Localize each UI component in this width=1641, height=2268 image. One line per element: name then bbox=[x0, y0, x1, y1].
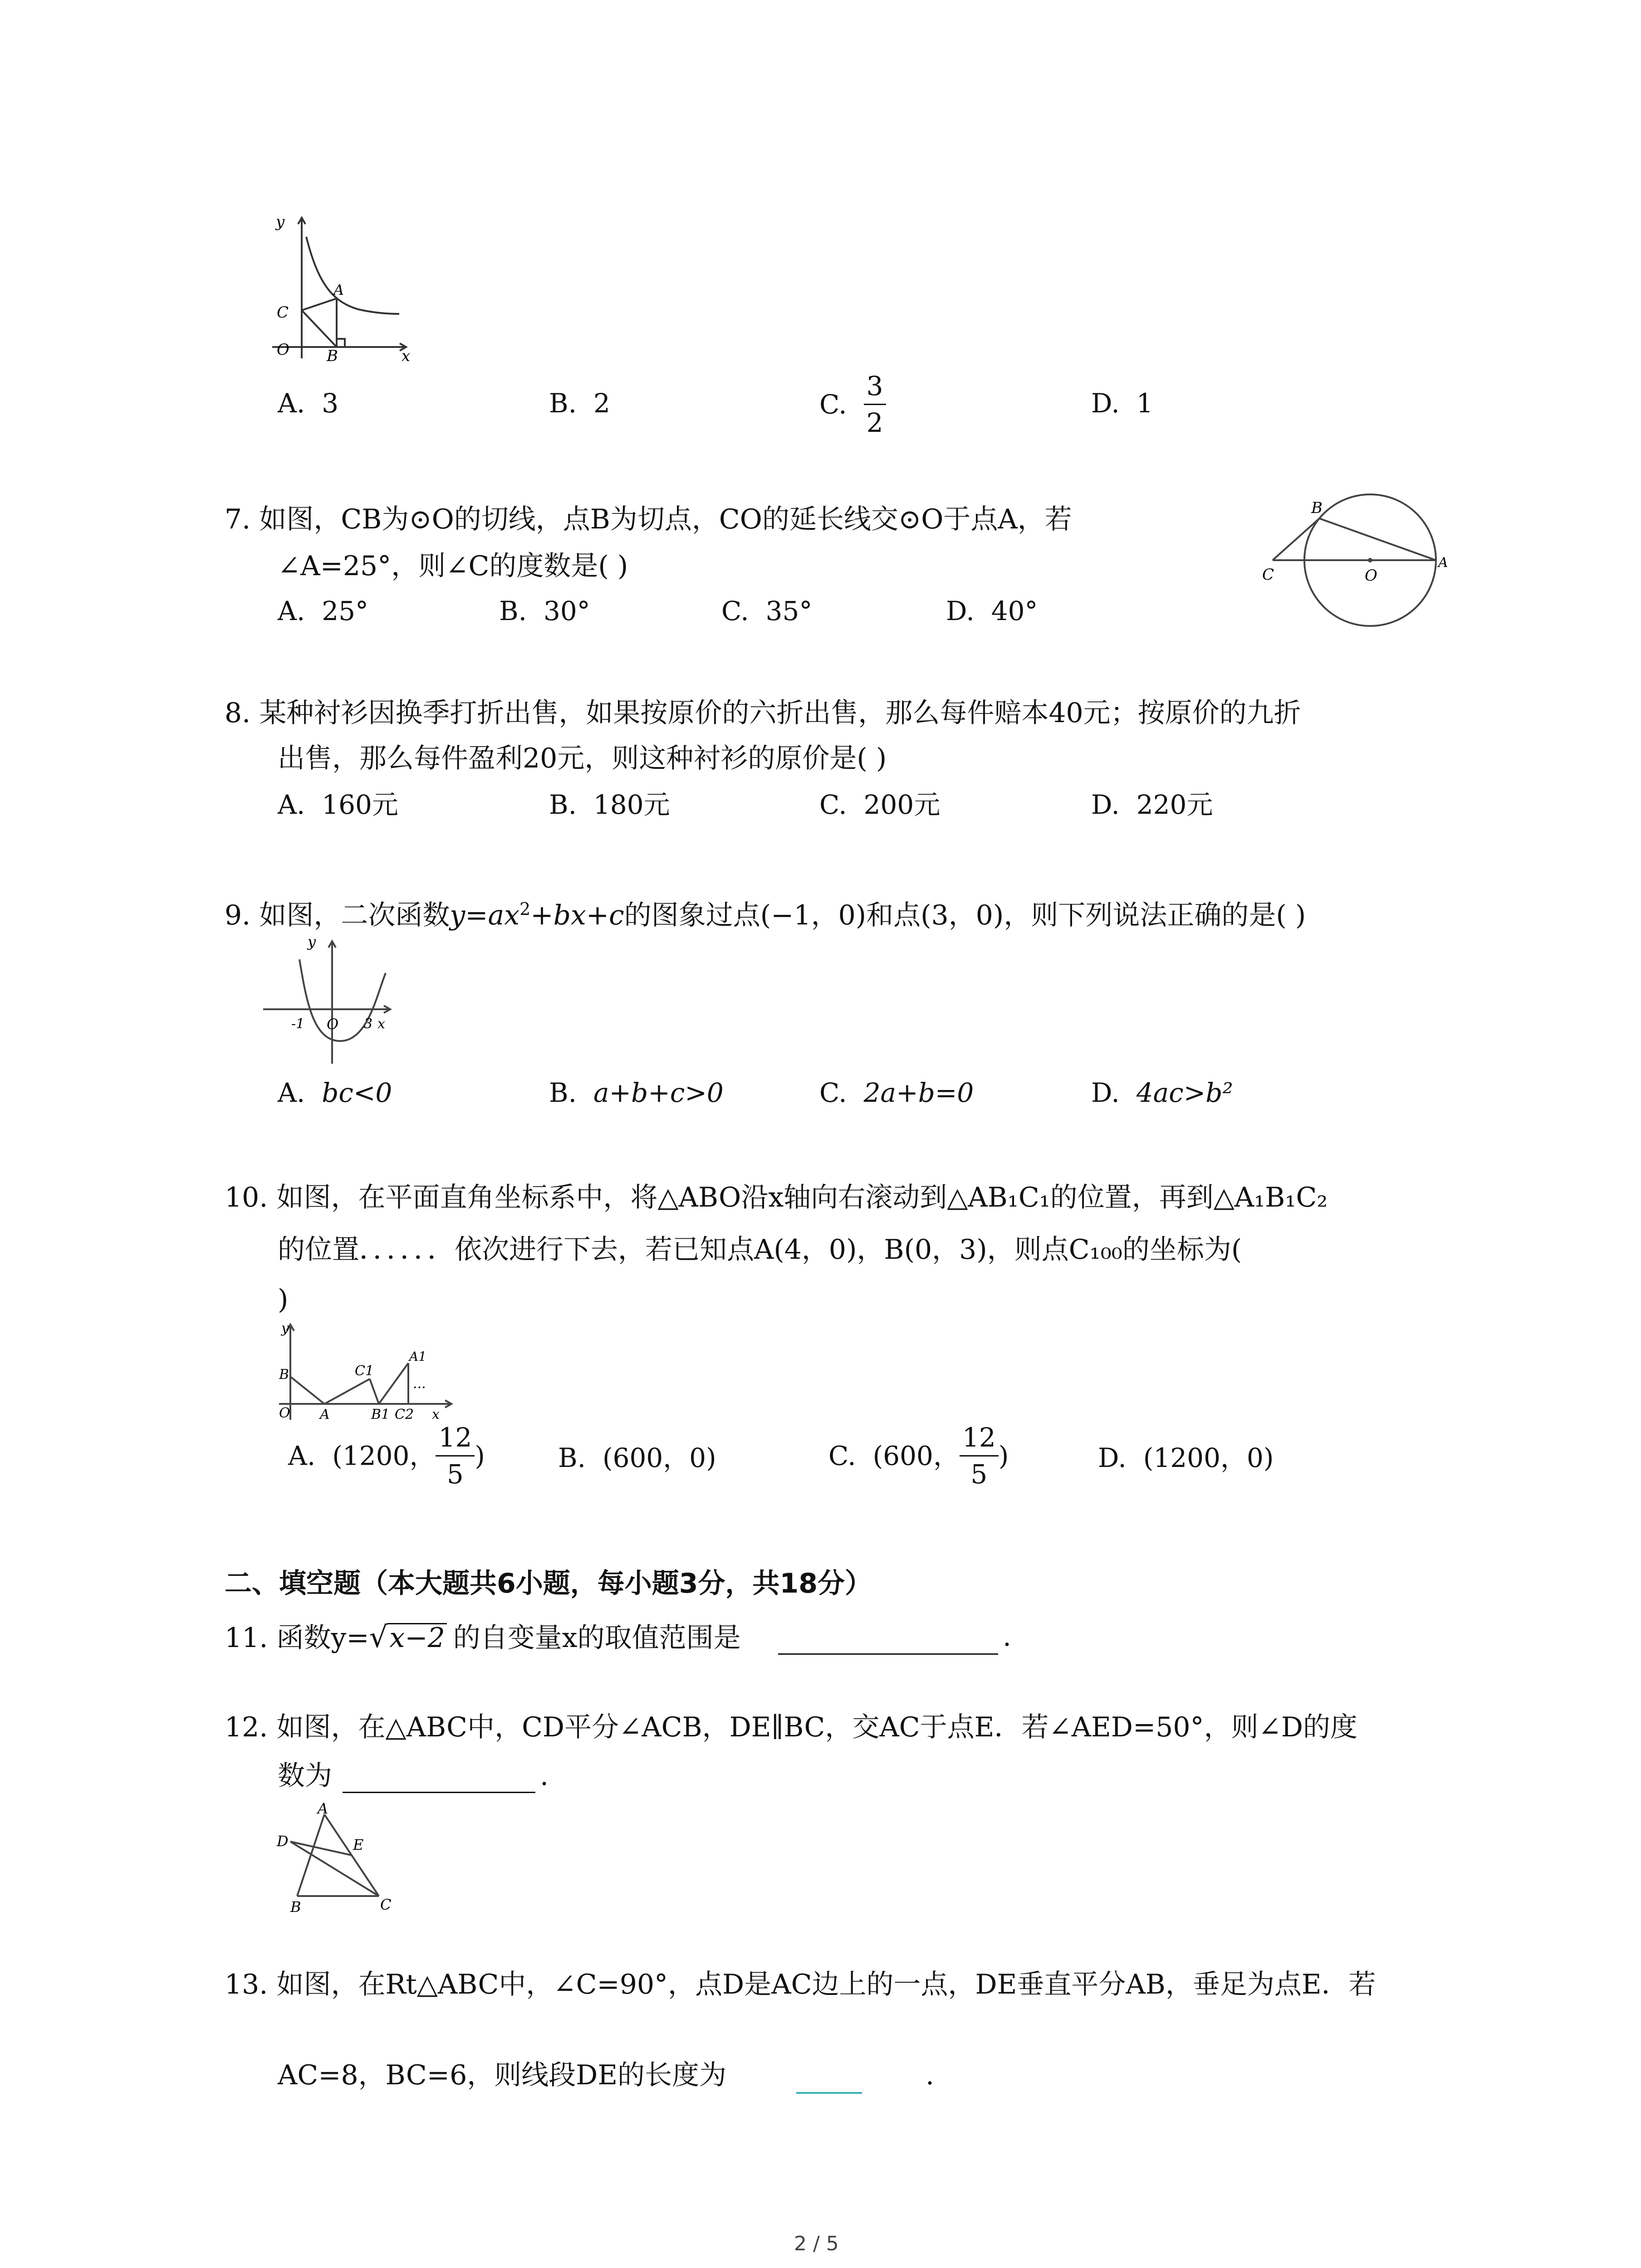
q10-fig-x: x bbox=[432, 1407, 440, 1422]
q7-fig-c: C bbox=[1262, 566, 1274, 584]
q10-option-a-fraction: $\frac{12}{5}$ bbox=[436, 1424, 475, 1487]
q10-fig-b1: B1 bbox=[371, 1407, 390, 1422]
q6-fig-y: y bbox=[276, 213, 285, 231]
q7-fig-o: O bbox=[1365, 567, 1377, 585]
q7-fig-a: A bbox=[1438, 555, 1448, 571]
q7-stem-line2: ∠A=25°，则∠C的度数是( ) bbox=[278, 550, 628, 582]
page-number: 2 / 5 bbox=[794, 2232, 839, 2255]
section-2-title: 二、填空题（本大题共6小题，每小题3分，共18分） bbox=[225, 1568, 872, 1599]
q9-stem-line1: 9. 如图，二次函数$y=ax^2+bx+c$的图象过点(−1，0)和点(3，0)，则下列说法正确的是( ) bbox=[225, 899, 1306, 931]
q12-fig-d: D bbox=[277, 1833, 289, 1850]
q10-figure bbox=[272, 1315, 463, 1424]
q9-option-b: B. a+b+c>0 bbox=[549, 1077, 724, 1108]
q10-option-a: A. (1200， $\frac{12}{5}$ ) bbox=[288, 1422, 485, 1490]
q11-end: . bbox=[1003, 1621, 1012, 1652]
q11-answer-blank[interactable] bbox=[778, 1653, 998, 1655]
q6-option-c: C. $\frac{3}{2}$ bbox=[819, 373, 886, 436]
q12-fig-e: E bbox=[353, 1836, 364, 1853]
q13-stem-line1: 13. 如图，在Rt△ABC中，∠C=90°，点D是AC边上的一点，DE垂直平分AB，垂足为点E．若 bbox=[225, 1969, 1376, 2000]
q12-stem-line1: 12. 如图，在△ABC中，CD平分∠ACB，DE∥BC，交AC于点E．若∠AED=50°，则∠D的度 bbox=[225, 1711, 1357, 1743]
q10-fig-c2: C2 bbox=[395, 1407, 414, 1422]
q9-fig-o: O bbox=[327, 1016, 339, 1033]
q12-fig-b: B bbox=[290, 1898, 301, 1914]
q9-option-c: C. 2a+b=0 bbox=[819, 1077, 974, 1108]
q10-stem-line3: ) bbox=[278, 1284, 289, 1315]
q6-option-d: D. 1 bbox=[1091, 388, 1153, 419]
q7-option-b: B. 30° bbox=[499, 596, 590, 626]
q13-answer-blank[interactable] bbox=[796, 2092, 862, 2094]
q10-fig-a1: A1 bbox=[409, 1349, 427, 1364]
q11-radicand: x−2 bbox=[387, 1623, 446, 1652]
q8-stem-line2: 出售，那么每件盈利20元，则这种衬衫的原价是( ) bbox=[278, 743, 887, 774]
q12-answer-blank[interactable] bbox=[343, 1792, 535, 1793]
q12-fig-a: A bbox=[318, 1801, 328, 1817]
q6-fig-a: A bbox=[333, 281, 344, 298]
q6-option-b: B. 2 bbox=[549, 388, 610, 419]
q13-end: . bbox=[926, 2059, 935, 2091]
q9-fig-3: 3 bbox=[364, 1016, 373, 1032]
q10-fig-o: O bbox=[279, 1405, 290, 1421]
q10-stem-line1: 10. 如图，在平面直角坐标系中，将△ABO沿x轴向右滚动到△AB₁C₁的位置，再到△A₁B₁C₂ bbox=[225, 1182, 1328, 1213]
q9-fig-x: x bbox=[377, 1016, 385, 1032]
q8-stem-line1: 8. 某种衬衫因换季打折出售，如果按原价的六折出售，那么每件赔本40元；按原价的九折 bbox=[225, 697, 1301, 729]
q6-fig-o: O bbox=[277, 341, 289, 359]
q7-fig-b: B bbox=[1311, 499, 1323, 517]
q10-option-c-fraction: $\frac{12}{5}$ bbox=[960, 1424, 999, 1487]
q6-fig-x: x bbox=[402, 347, 411, 363]
q9-fig-m1: -1 bbox=[291, 1016, 305, 1032]
q10-fig-a: A bbox=[320, 1407, 330, 1422]
q8-option-b: B. 180元 bbox=[549, 789, 670, 820]
q10-option-b: B. (600，0) bbox=[558, 1442, 716, 1473]
q6-figure bbox=[254, 209, 426, 363]
q9-option-a: A. bc<0 bbox=[278, 1077, 392, 1108]
q11-sqrt-sign: √ bbox=[369, 1621, 388, 1654]
q12-fig-c: C bbox=[380, 1896, 392, 1913]
q9-option-d: D. 4ac>b² bbox=[1091, 1077, 1233, 1108]
q10-fig-y: y bbox=[281, 1320, 289, 1336]
q12-figure bbox=[272, 1801, 408, 1914]
q7-option-d: D. 40° bbox=[946, 596, 1038, 626]
q10-stem-line2: 的位置．．．．．．依次进行下去，若已知点A(4，0)，B(0，3)，则点C₁₀₀的坐标为( bbox=[278, 1234, 1242, 1266]
q8-option-a: A. 160元 bbox=[278, 789, 398, 820]
q6-option-c-fraction: $\frac{3}{2}$ bbox=[864, 373, 886, 436]
q8-option-c: C. 200元 bbox=[819, 789, 941, 820]
q10-option-c: C. (600， $\frac{12}{5}$ ) bbox=[828, 1422, 1009, 1490]
q8-option-d: D. 220元 bbox=[1091, 789, 1213, 820]
q11-stem: 11. 函数y=√x−2 的自变量x的取值范围是 bbox=[225, 1621, 741, 1654]
q13-stem-line2: AC=8，BC=6，则线段DE的长度为 bbox=[278, 2059, 727, 2091]
q10-option-d: D. (1200，0) bbox=[1098, 1442, 1274, 1473]
q7-stem-line1: 7. 如图，CB为⊙O的切线，点B为切点，CO的延长线交⊙O于点A，若 bbox=[225, 503, 1072, 535]
q6-fig-b: B bbox=[327, 347, 338, 363]
q7-figure bbox=[1252, 488, 1456, 628]
q7-option-c: C. 35° bbox=[721, 596, 813, 626]
q6-fig-c: C bbox=[277, 303, 289, 322]
q10-fig-c1: C1 bbox=[355, 1363, 374, 1379]
q9-fig-y: y bbox=[308, 933, 316, 950]
q6-option-a: A. 3 bbox=[278, 388, 339, 419]
q7-option-a: A. 25° bbox=[278, 596, 369, 626]
q12-stem-line2: 数为 bbox=[278, 1760, 332, 1792]
q12-end: . bbox=[540, 1760, 549, 1792]
q10-fig-dots: ... bbox=[413, 1376, 426, 1392]
q9-figure bbox=[259, 932, 408, 1068]
q10-fig-b: B bbox=[279, 1367, 289, 1383]
